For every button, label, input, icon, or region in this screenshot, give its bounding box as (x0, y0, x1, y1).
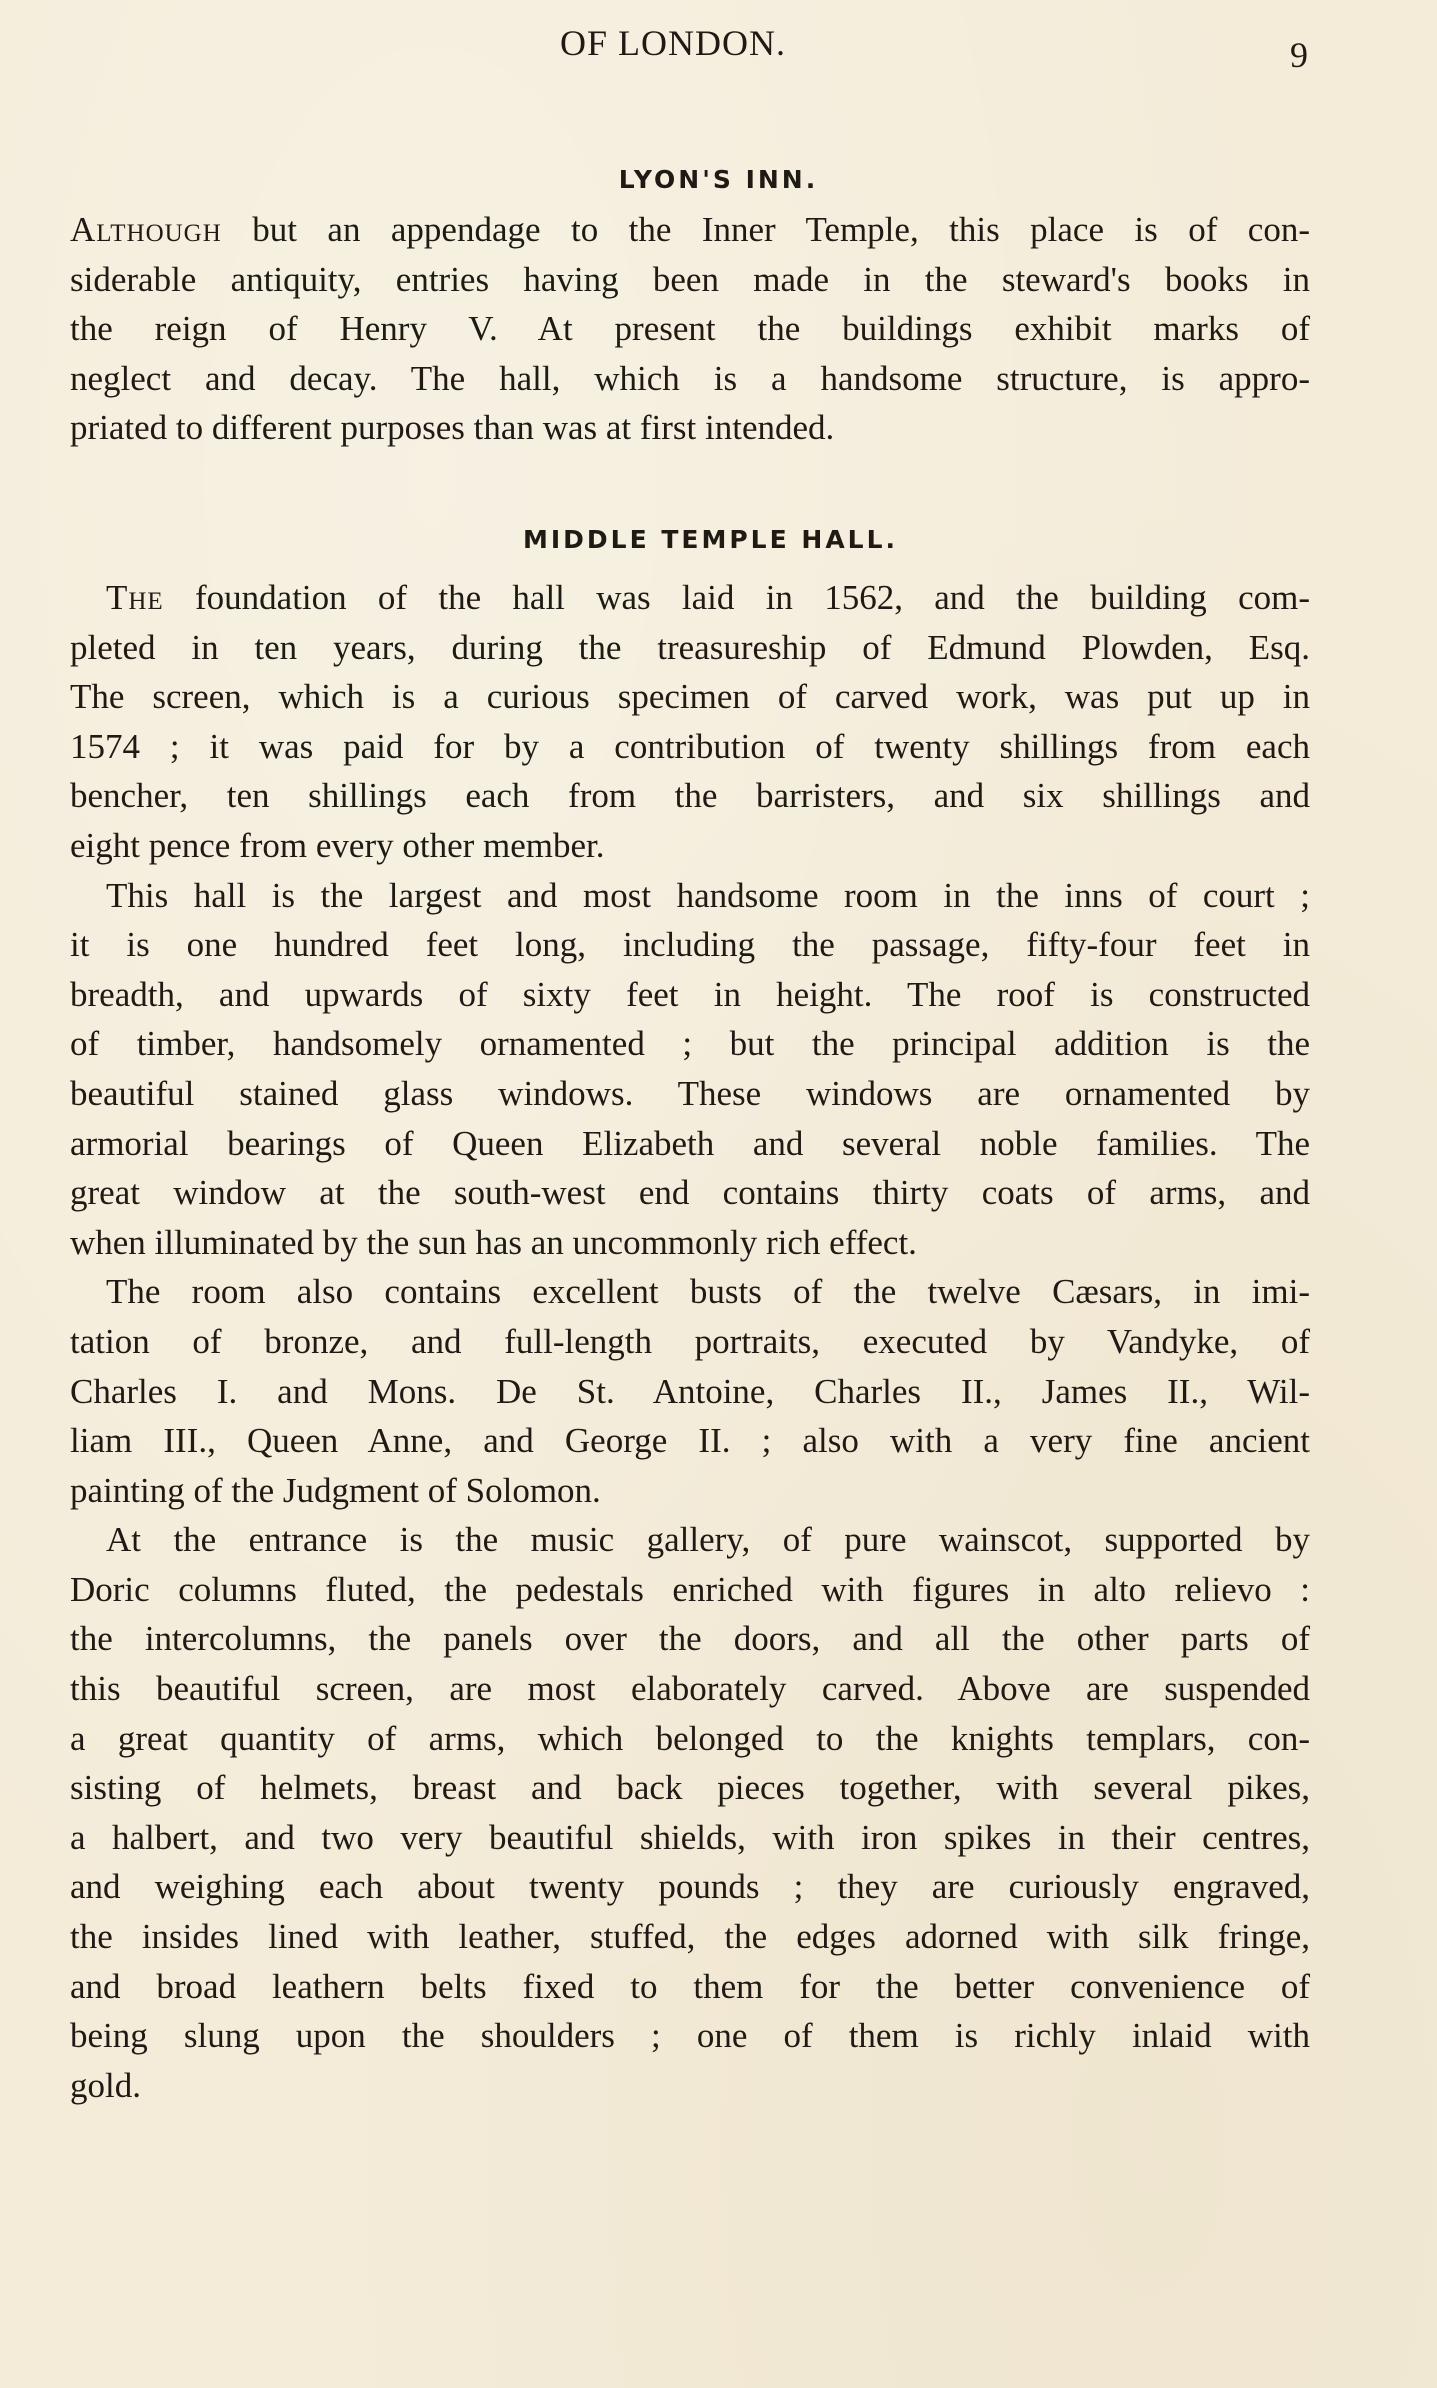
text-line: great window at the south-west end contains thirty coats of arms, and (70, 1173, 1310, 1213)
text-line: Doric columns fluted, the pedestals enriched with figures in alto relievo : (70, 1569, 1310, 1609)
text-line: the reign of Henry V. At present the buildings exhibit marks of (70, 309, 1310, 349)
text-line: being slung upon the shoulders ; one of them is richly inlaid with (70, 2016, 1310, 2056)
text-line: The screen, which is a curious specimen of carved work, was put up in (70, 677, 1310, 717)
text-line: siderable antiquity, entries having been made in the steward's books in (70, 259, 1310, 299)
text-line: sisting of helmets, breast and back pieces together, with several pikes, (70, 1768, 1310, 1808)
text-line: bencher, ten shillings each from the barristers, and six shillings and (70, 776, 1310, 816)
text-line: the insides lined with leather, stuffed, the edges adorned with silk fringe, (70, 1917, 1310, 1957)
text-line: a great quantity of arms, which belonged to the knights templars, con- (70, 1718, 1310, 1758)
text-line: gold. (70, 2065, 141, 2105)
text-line: liam III., Queen Anne, and George II. ; also with a very fine ancient (70, 1421, 1310, 1461)
text-line: breadth, and upwards of sixty feet in height. The roof is constructed (70, 974, 1310, 1014)
text-line: eight pence from every other member. (70, 825, 605, 865)
text-line: the intercolumns, the panels over the doors, and all the other parts of (70, 1619, 1310, 1659)
section-body (70, 573, 1310, 2110)
lead-word: The (106, 578, 164, 617)
text-line: Although but an appendage to the Inner Temple, this place is of con- (70, 210, 1310, 249)
text-line: painting of the Judgment of Solomon. (70, 1470, 601, 1510)
running-title: OF LONDON. (560, 23, 786, 63)
text-line: pleted in ten years, during the treasureship of Edmund Plowden, Esq. (70, 627, 1310, 667)
lead-word: Although (70, 210, 222, 249)
text-line: The foundation of the hall was laid in 1562, and the building com- (106, 578, 1310, 617)
text-line: Charles I. and Mons. De St. Antoine, Charles II., James II., Wil- (70, 1371, 1310, 1411)
text-line: armorial bearings of Queen Elizabeth and several noble families. The (70, 1123, 1310, 1163)
text-line: of timber, handsomely ornamented ; but the principal addition is the (70, 1024, 1310, 1064)
text-line: and weighing each about twenty pounds ; they are curiously engraved, (70, 1867, 1310, 1907)
text-line: At the entrance is the music gallery, of pure wainscot, supported by (106, 1520, 1310, 1560)
text-line: neglect and decay. The hall, which is a handsome structure, is appro- (70, 358, 1310, 398)
text-line: 1574 ; it was paid for by a contribution of twenty shillings from each (70, 726, 1310, 766)
text-line: priated to different purposes than was at first intended. (70, 408, 835, 448)
text-line: This hall is the largest and most handsome room in the inns of court ; (106, 875, 1310, 915)
section-body (70, 205, 1310, 453)
text-line: a halbert, and two very beautiful shields, with iron spikes in their centres, (70, 1817, 1310, 1857)
text-line: this beautiful screen, are most elaborately carved. Above are suspended (70, 1669, 1310, 1709)
text-line: tation of bronze, and full-length portraits, executed by Vandyke, of (70, 1321, 1310, 1361)
page-number: 9 (1290, 35, 1308, 75)
section-heading: LYON'S INN. (618, 165, 819, 194)
section-heading: MIDDLE TEMPLE HALL. (522, 525, 899, 554)
text-line: when illuminated by the sun has an uncommonly rich effect. (70, 1222, 917, 1262)
text-line: and broad leathern belts fixed to them for the better convenience of (70, 1966, 1310, 2006)
text-line: it is one hundred feet long, including the passage, fifty-four feet in (70, 925, 1310, 965)
text-line: beautiful stained glass windows. These windows are ornamented by (70, 1073, 1310, 1113)
text-line: The room also contains excellent busts of the twelve Cæsars, in imi- (106, 1272, 1310, 1312)
